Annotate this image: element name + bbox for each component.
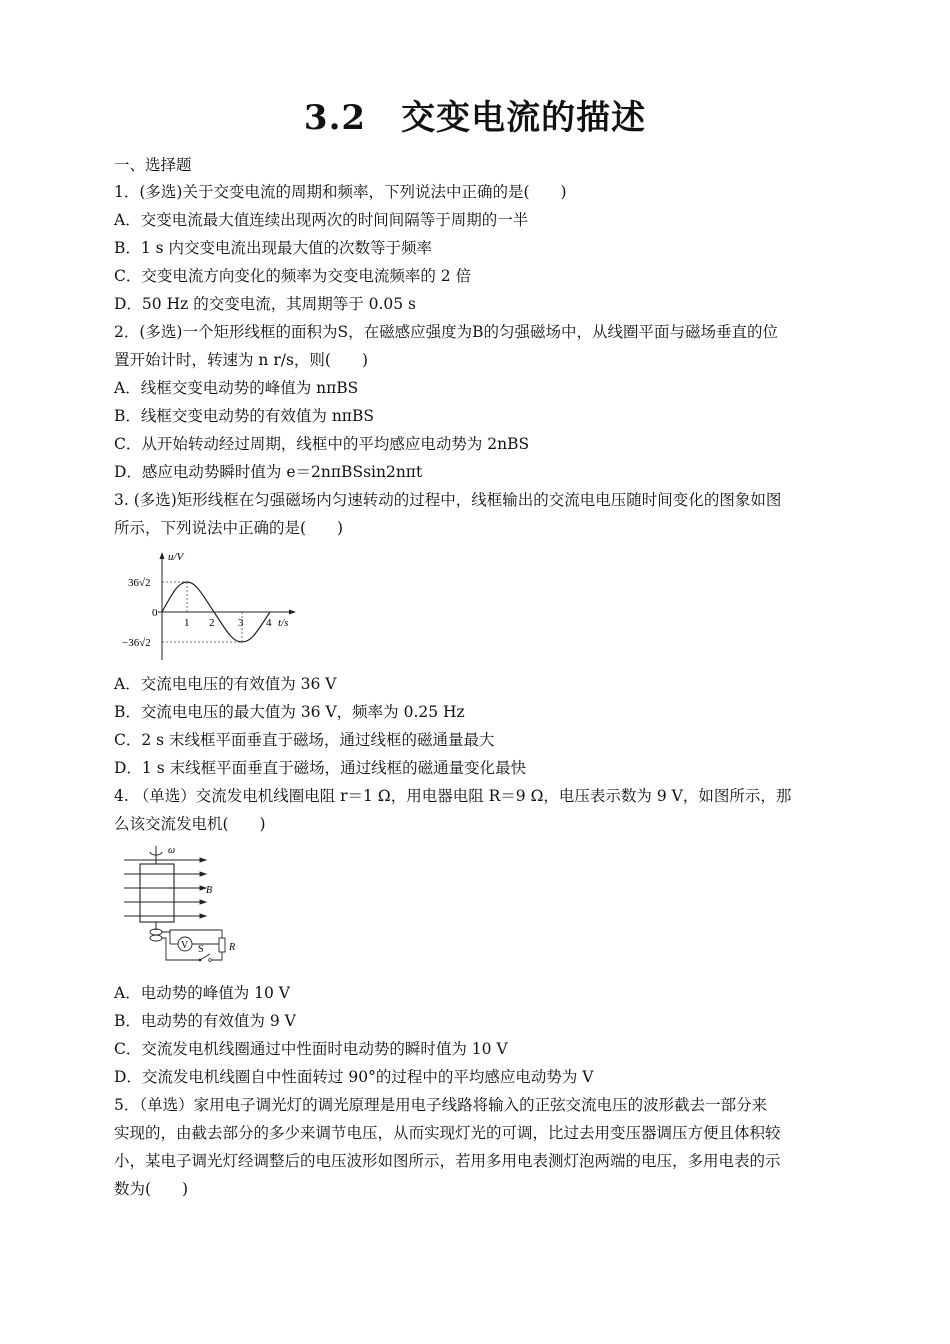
omega-label: ω [168, 845, 176, 856]
switch-label: S [198, 944, 204, 955]
tick-label-4: 4 [266, 617, 272, 629]
voltmeter-label: V [181, 940, 189, 951]
q1-stem: 1．(多选)关于交变电流的周期和频率，下列说法中正确的是( ) [114, 183, 567, 201]
q3-stem-line1: 3. (多选)矩形线框在匀强磁场内匀速转动的过程中，线框输出的交流电电压随时间变化的图象如图 [114, 491, 782, 509]
resistor-label: R [229, 942, 236, 953]
voltage-time-graph [120, 548, 305, 663]
x-axis-arrow [289, 610, 296, 615]
y-axis-arrow [160, 552, 165, 559]
q2-option-a: A．线框交变电动势的峰值为 nπBS [114, 379, 359, 397]
field-b-label: B [206, 885, 213, 896]
q4-stem-line2: 么该交流发电机( ) [114, 815, 266, 833]
q3-option-b: B．交流电电压的最大值为 36 V，频率为 0.25 Hz [114, 703, 465, 721]
slip-ring-2 [150, 935, 162, 941]
q2-option-d: D．感应电动势瞬时值为 e＝2nπBSsin2nπt [114, 463, 423, 481]
section-heading: 一、选择题 [114, 156, 192, 174]
q3-stem-line2: 所示，下列说法中正确的是( ) [114, 519, 344, 537]
q3-option-d: D．1 s 末线框平面垂直于磁场，通过线框的磁通量变化最快 [114, 759, 527, 777]
q2-option-b: B．线框交变电动势的有效值为 nπBS [114, 407, 374, 425]
q4-option-b: B．电动势的有效值为 9 V [114, 1012, 296, 1030]
q5-line3: 小，某电子调光灯经调整后的电压波形如图所示，若用多用电表测灯泡两端的电压，多用电表的示 [114, 1152, 781, 1170]
q2-option-c: C．从开始转动经过周期，线框中的平均感应电动势为 2nBS [114, 435, 530, 453]
x-axis-label: t/s [278, 617, 289, 629]
q4-option-a: A．电动势的峰值为 10 V [114, 984, 290, 1002]
q1-option-a: A．交变电流最大值连续出现两次的时间间隔等于周期的一半 [114, 211, 529, 229]
q2-stem-line2: 置开始计时，转速为 n r/s，则( ) [114, 351, 369, 369]
q5-line1: 5．（单选）家用电子调光灯的调光原理是用电子线路将输入的正弦交流电压的波形截去一部分来 [114, 1096, 768, 1114]
q1-option-b: B．1 s 内交变电流出现最大值的次数等于频率 [114, 239, 433, 257]
q2-stem-line1: 2．(多选)一个矩形线框的面积为S，在磁感应强度为B的匀强磁场中，从线圈平面与磁场垂直的位 [114, 323, 778, 341]
q3-option-c: C．2 s 末线框平面垂直于磁场，通过线框的磁通量最大 [114, 731, 495, 749]
tick-label-2: 2 [209, 617, 215, 629]
q3-option-a: A．交流电电压的有效值为 36 V [114, 675, 337, 693]
q4-option-c: C．交流发电机线圈通过中性面时电动势的瞬时值为 10 V [114, 1040, 508, 1058]
tick-label-3: 3 [238, 617, 244, 629]
generator-circuit-diagram [118, 842, 248, 970]
q4-stem-line1: 4. （单选）交流发电机线圈电阻 r＝1 Ω，用电器电阻 R＝9 Ω，电压表示数为 9 V，如图所示，那 [114, 787, 792, 805]
ymin-label: −36√2 [122, 637, 151, 649]
rectangular-coil [140, 864, 174, 922]
tick-label-1: 1 [184, 617, 190, 629]
q1-option-d: D．50 Hz 的交变电流，其周期等于 0.05 s [114, 295, 417, 313]
resistor [219, 938, 225, 952]
q5-line2: 实现的，由截去部分的多少来调节电压，从而实现灯光的可调，比过去用变压器调压方便且体积较 [114, 1124, 781, 1142]
page-title: 3.2 交变电流的描述 [303, 98, 647, 138]
ymax-label: 36√2 [128, 577, 151, 589]
q1-option-c: C．交变电流方向变化的频率为交变电流频率的 2 倍 [114, 267, 472, 285]
y-axis-label: u/V [168, 551, 184, 563]
q5-line4: 数为( ) [114, 1180, 189, 1198]
origin-label: 0 [152, 607, 158, 619]
magnetic-field-lines [124, 858, 206, 918]
q4-option-d: D．交流发电机线圈自中性面转过 90°的过程中的平均感应电动势为 V [114, 1068, 594, 1086]
